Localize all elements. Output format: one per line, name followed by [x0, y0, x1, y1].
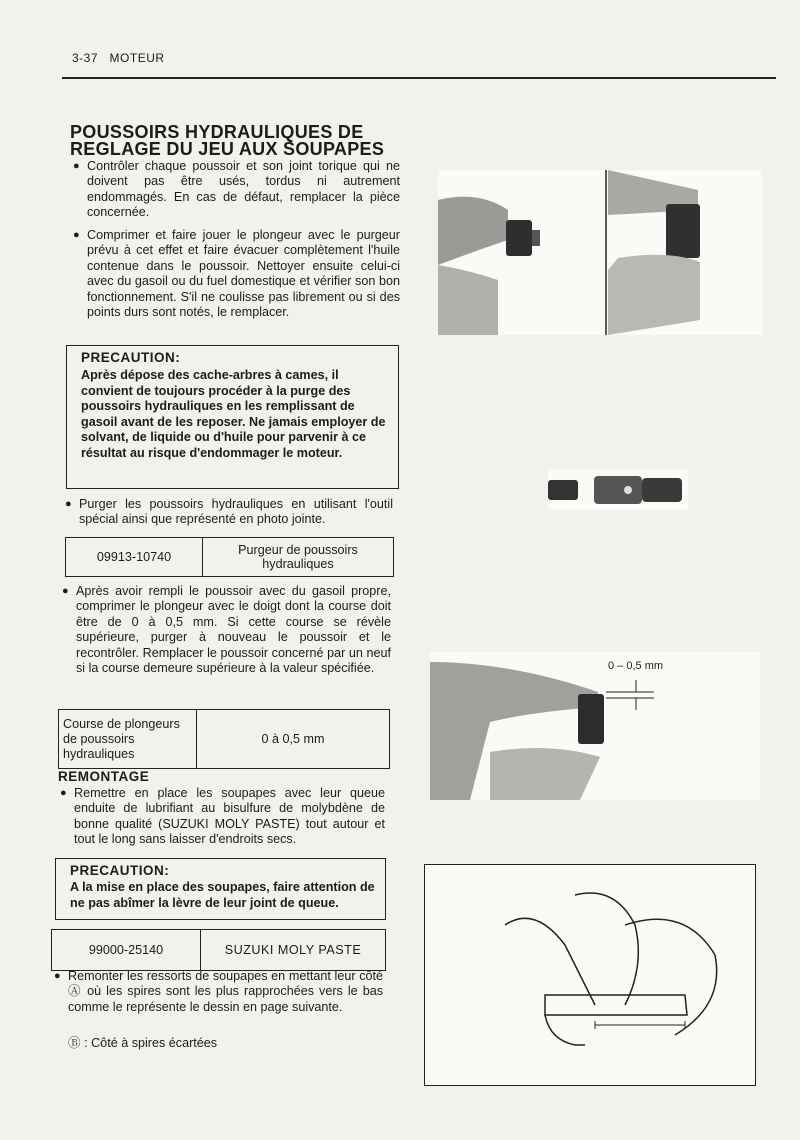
photo-stroke-measurement	[430, 652, 760, 800]
list-item	[54, 969, 383, 1015]
tool-description: Purgeur de poussoirs hydrauliques	[238, 543, 358, 571]
bullet-icon: ●	[73, 160, 80, 172]
list-item	[73, 228, 400, 320]
precaution-body: Après dépose des cache-arbres à cames, il convient de toujours procéder à la purge des poussoirs hydrauliques en les remplissant de gasoil avant de les reposer. Ne jamais employer de solvant, de liquide ou d'huile pour parvenir à ce résultat au risque d'endommager le moteur.	[81, 368, 386, 460]
stroke-dimension-label: 0 – 0,5 mm	[608, 660, 664, 672]
remontage-heading: REMONTAGE	[58, 769, 150, 784]
valve-insertion-drawing	[425, 865, 755, 1085]
list-item-text: Purger les poussoirs hydrauliques en utilisant l'outil spécial ainsi que représenté en photo jointe.	[79, 497, 393, 527]
precaution-title: PRECAUTION:	[81, 350, 181, 365]
stroke-photo-illustration	[430, 652, 760, 800]
list-item	[62, 584, 391, 676]
bullet-icon: ●	[62, 585, 69, 597]
list-item-text: Après avoir rempli le poussoir avec du gasoil propre, comprimer le plongeur avec le doigt dont la course doit être de 0 à 0,5 mm. Si cette course se révèle supérieure, purger à nouveau le poussoir et le recontrôler. Remplacer le poussoir concerné par un neuf si la course demeure supérieure à la valeur spécifiée.	[76, 584, 391, 676]
list-item-text: Remettre en place les soupapes avec leur queue enduite de lubrifiant au bisulfure de molybdène de bonne qualité (SUZUKI MOLY PASTE) tout autour et tout le long sans laisser d'endroits secs.	[74, 786, 385, 847]
header-rule	[62, 77, 776, 79]
list-item-text: Remonter les ressorts de soupapes en mettant leur côté Ⓐ où les spires sont les plus rapprochées vers le bas comme le représente le dessin en page suivante.	[68, 969, 383, 1014]
precaution-title: PRECAUTION:	[70, 863, 170, 878]
section-name: MOTEUR	[109, 51, 165, 65]
tool-table	[65, 537, 394, 577]
tappet-photo-illustration	[438, 170, 762, 335]
precaution-box	[66, 345, 399, 489]
paste-table	[51, 929, 386, 971]
page-header	[72, 51, 165, 65]
list-item-text: Comprimer et faire jouer le plongeur avec le purgeur prévu à cet effet et faire évacuer complètement l'huile contenue dans le poussoir. Nettoyer ensuite celui-ci avec du gasoil ou du fuel domestique et vérifier son bon fonctionnement. S'il ne coulisse pas librement ou si des points durs sont notés, le remplacer.	[87, 228, 400, 320]
tool-part-number: 09913-10740	[66, 538, 203, 576]
spec-table	[58, 709, 390, 769]
bullet-icon: ●	[60, 787, 67, 799]
paste-description: SUZUKI MOLY PASTE	[224, 943, 362, 957]
section-title: POUSSOIRS HYDRAULIQUES DE REGLAGE DU JEU AUX SOUPAPES	[70, 122, 385, 159]
list-item	[65, 497, 393, 528]
list-item-text: Contrôler chaque poussoir et son joint torique qui ne doivent pas être usés, tordus ni autrement endommagés. En cas de défaut, remplacer la pièce concernée.	[87, 159, 400, 220]
paste-part-number: 99000-25140	[52, 930, 201, 970]
list-item	[60, 786, 385, 848]
bullet-icon: ●	[54, 970, 61, 982]
note-b: Ⓑ : Côté à spires écartées	[68, 1036, 218, 1050]
photo-purge-tool	[548, 470, 688, 510]
purge-tool-illustration	[548, 470, 688, 510]
spec-value: 0 à 0,5 mm	[261, 732, 325, 746]
figure-valve-insertion	[424, 864, 756, 1086]
page-number: 3-37	[72, 51, 99, 65]
precaution-box	[55, 858, 386, 920]
list-item	[73, 159, 400, 221]
spec-label: Course de plongeurs de poussoirs hydrauliques	[59, 710, 197, 768]
bullet-icon: ●	[65, 498, 72, 510]
photo-tappet-check	[438, 170, 762, 335]
bullet-icon: ●	[73, 229, 80, 241]
precaution-body: A la mise en place des soupapes, faire attention de ne pas abîmer la lèvre de leur joint de queue.	[70, 880, 375, 910]
